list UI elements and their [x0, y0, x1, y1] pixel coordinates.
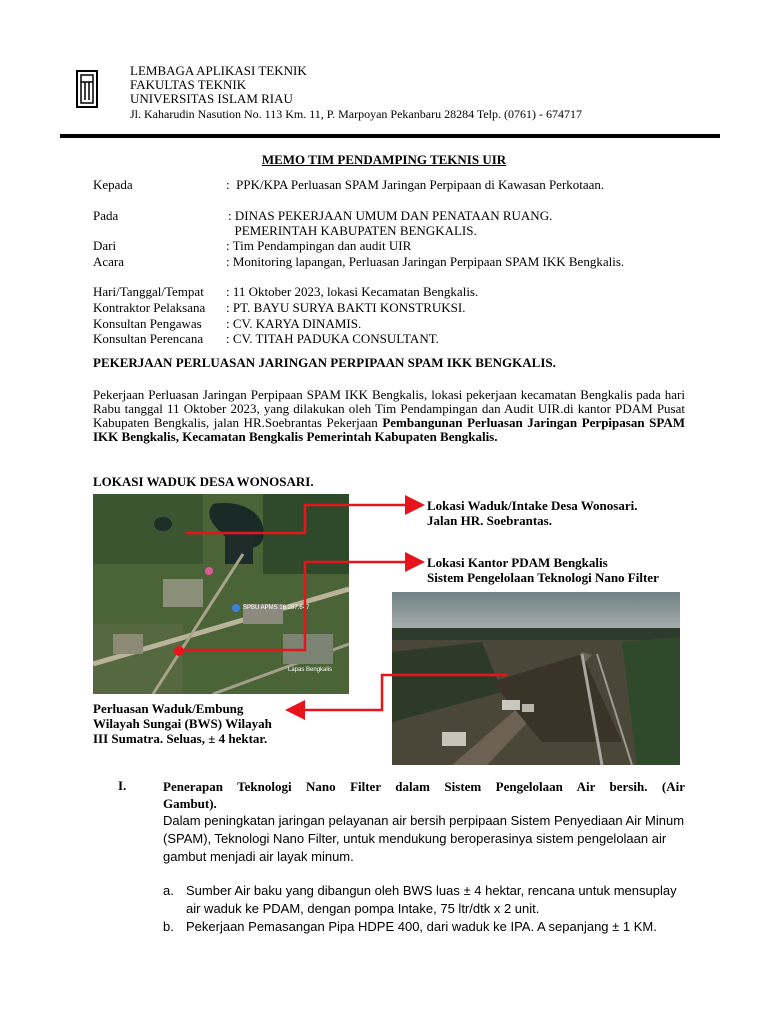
sub-item-a [186, 882, 686, 918]
header-address: Jl. Kaharudin Nasution No. 113 Km. 11, P. Marpoyan Pekanbaru 28284 Telp. (0761) - 674717 [130, 107, 582, 121]
item-I-body-line3: gambut menjadi air layak minum. [163, 849, 354, 864]
section-title-pekerjaan: PEKERJAAN PERLUASAN JARINGAN PERPIPAAN SPAM IKK BENGKALIS. [93, 355, 556, 370]
dari-label: Dari [93, 238, 117, 253]
kontraktor-value: : PT. BAYU SURYA BAKTI KONSTRUKSI. [226, 300, 466, 315]
item-number-I: I. [118, 778, 127, 793]
acara-value: : Monitoring lapangan, Perluasan Jaringan Perpipaan SPAM IKK Bengkalis. [226, 254, 625, 269]
pengawas-label: Konsultan Pengawas [93, 316, 202, 331]
description-paragraph [93, 388, 685, 444]
sub-item-a-line2: air waduk ke PDAM, dengan pompa Intake, 75 ltr/dtk x 2 unit. [186, 901, 540, 916]
sub-item-b-line1: Pekerjaan Pemasangan Pipa HDPE 400, dari waduk ke IPA. A sepanjang ± 1 KM. [186, 919, 657, 934]
item-I-title-line2: Gambut). [163, 796, 217, 811]
dari-value: : Tim Pendampingan dan audit UIR [226, 238, 412, 253]
acara-label: Acara [93, 254, 125, 269]
perencana-value: : CV. TITAH PADUKA CONSULTANT. [226, 331, 439, 346]
sub-item-b-label: b. [163, 919, 174, 934]
item-I-body-line2: (SPAM), Teknologi Nano Filter, untuk mendukung beroperasinya sistem pengelolaan air [163, 831, 667, 846]
pada-label: Pada [93, 208, 119, 223]
item-I-title [163, 778, 685, 812]
callout-pdam-line1: Lokasi Kantor PDAM Bengkalis [427, 555, 608, 570]
pengawas-value: : CV. KARYA DINAMIS. [226, 316, 362, 331]
aerial-photo-image [392, 592, 680, 765]
callout-pdam-line2: Sistem Pengelolaan Teknologi Nano Filter [427, 570, 659, 585]
map-label-spbu: SPBU APMS 16.287.647 [243, 605, 310, 611]
header-university: UNIVERSITAS ISLAM RIAU [130, 91, 293, 106]
pada-value-line1: : DINAS PEKERJAAN UMUM DAN PENATAAN RUANG. [228, 208, 553, 223]
header-divider [60, 134, 720, 138]
callout-perluasan-line1: Perluasan Waduk/Embung [93, 701, 244, 716]
section-title-lokasi: LOKASI WADUK DESA WONOSARI. [93, 474, 314, 489]
university-logo-icon [76, 70, 98, 108]
paragraph-bold-text: Pembangunan Perluasan Jaringan Perpipasan SPAM IKK Bengkalis, Kecamatan Bengkalis Pemerintah Kabupaten Bengkalis. [93, 415, 685, 444]
pada-value-line2: PEMERINTAH KABUPATEN BENGKALIS. [228, 223, 477, 238]
paragraph-normal-text: Pekerjaan Perluasan Jaringan Perpipaan SPAM IKK Bengkalis, lokasi pekerjaan kecamatan Bengkalis pada hari Rabu tanggal 11 Oktober 2023, yang dilakukan oleh Tim Pendampingan dan Audit UIR.di kantor PDAM Pusat Kabupaten Bengkalis, jalan HR.Soebrantas Pekerjaan [93, 387, 685, 430]
sub-item-a-line1: Sumber Air baku yang dibangun oleh BWS luas ± 4 hektar, rencana untuk mensuplay [186, 883, 677, 898]
item-I-body-line1: Dalam peningkatan jaringan pelayanan air bersih perpipaan Sistem Penyediaan Air Minum [163, 813, 685, 828]
header-org: LEMBAGA APLIKASI TEKNIK [130, 63, 307, 78]
hari-label: Hari/Tanggal/Tempat [93, 284, 204, 299]
item-I-body [163, 812, 693, 866]
item-I-title-line1: Penerapan Teknologi Nano Filter dalam Sistem Pengelolaan Air bersih. (Air [163, 779, 685, 794]
perencana-label: Konsultan Perencana [93, 331, 204, 346]
sub-item-a-label: a. [163, 883, 174, 898]
hari-value: : 11 Oktober 2023, lokasi Kecamatan Bengkalis. [226, 284, 479, 299]
kepada-label: Kepada [93, 177, 133, 192]
callout-perluasan-line2: Wilayah Sungai (BWS) Wilayah [93, 716, 272, 731]
callout-waduk-line1: Lokasi Waduk/Intake Desa Wonosari. [427, 498, 638, 513]
satellite-map-image [93, 494, 349, 694]
memo-title: MEMO TIM PENDAMPING TEKNIS UIR [261, 152, 507, 167]
callout-perluasan-line3: III Sumatra. Seluas, ± 4 hektar. [93, 731, 268, 746]
header-faculty: FAKULTAS TEKNIK [130, 77, 247, 92]
map-label-location: Lapas Bengkalis [288, 667, 333, 673]
callout-waduk-line2: Jalan HR. Soebrantas. [427, 513, 552, 528]
kontraktor-label: Kontraktor Pelaksana [93, 300, 206, 315]
kepada-value: : PPK/KPA Perluasan SPAM Jaringan Perpipaan di Kawasan Perkotaan. [226, 177, 605, 192]
